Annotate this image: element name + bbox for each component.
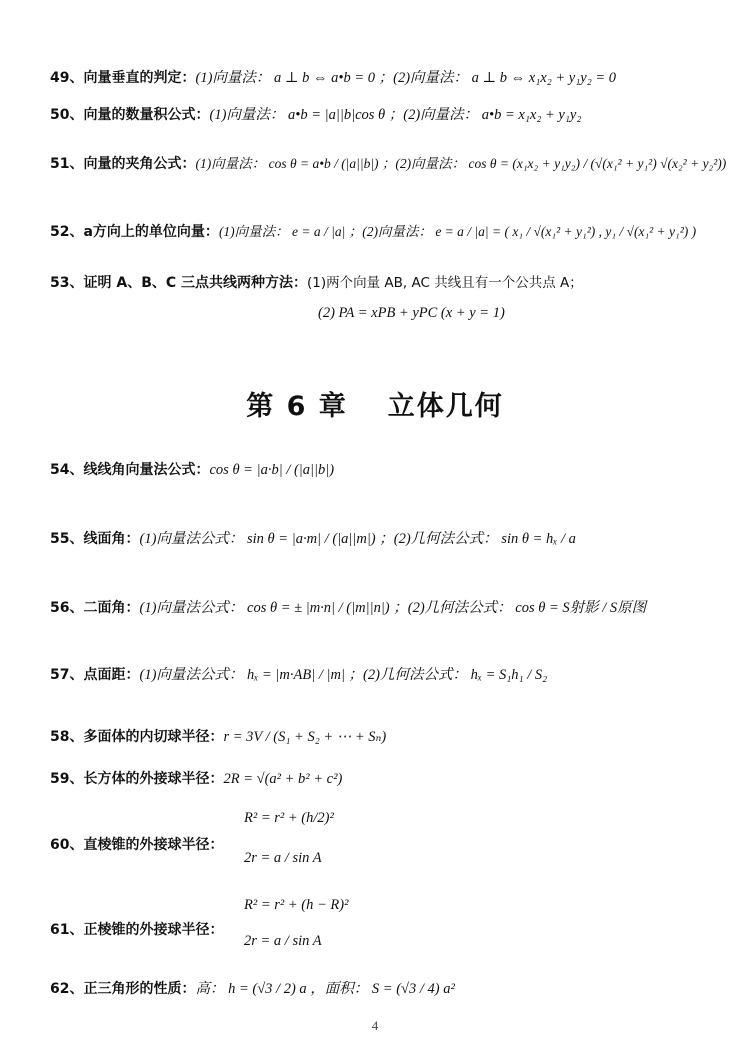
formula: r = 3V / (S₁ + S₂ + ⋯ + Sₙ) [223, 729, 387, 745]
formula: (1)向量法公式： cos θ = ± |m·n| / (|m||n|) ；(2)几何法公式： cos θ = S射影 / S原图 [139, 600, 647, 616]
formula-item-61-line2 [244, 933, 544, 950]
item-label: 60、直棱锥的外接球半径： [50, 837, 224, 853]
formula: 2r = a / sin A [244, 933, 322, 949]
formula: R² = r² + (h − R)² [244, 897, 349, 913]
item-label: 53、证明 A、B、C 三点共线两种方法： [50, 275, 308, 291]
item-label: 59、长方体的外接球半径： [50, 771, 224, 787]
formula-item-53-line2 [318, 305, 678, 322]
formula-item-61-line1 [244, 897, 544, 914]
chapter-title: 立体几何 [387, 391, 504, 422]
formula-item-58 [50, 726, 710, 746]
formula-item-62 [50, 977, 710, 998]
item-label: 55、线面角： [50, 531, 140, 547]
formula: (1)向量法： a ⊥ b ⇔ a•b = 0 ；(2)向量法： a ⊥ b ⇔ x₁x₂ + y₁y₂ = 0 [195, 70, 617, 86]
item-label: 62、正三角形的性质： [50, 981, 196, 997]
formula: 高： h = (√3 / 2) a ，面积： S = (√3 / 4) a² [195, 981, 455, 997]
formula-item-59 [50, 768, 710, 788]
formula-item-60-line1 [244, 810, 544, 827]
formula-item-55 [50, 527, 710, 548]
formula-item-49 [50, 66, 710, 87]
formula: cos θ = |a·b| / (|a||b|) [209, 462, 335, 478]
item-label: 57、点面距： [50, 667, 140, 683]
formula: 2R = √(a² + b² + c²) [223, 771, 343, 787]
formula: (2) PA = xPB + yPC (x + y = 1) [318, 305, 505, 321]
item-label: 56、二面角： [50, 600, 140, 616]
formula: (1)向量法： a•b = |a||b|cos θ ；(2)向量法： a•b = x₁x₂ + y₁y₂ [209, 107, 582, 123]
formula-item-56 [50, 596, 710, 617]
item-label: 54、线线角向量法公式： [50, 462, 210, 478]
item-label: 58、多面体的内切球半径： [50, 729, 224, 745]
item-label: 51、向量的夹角公式： [50, 156, 196, 172]
formula: (1)向量法： e = a / |a| ；(2)向量法： e = a / |a| = ( x₁ / √(x₁² + y₁²) , y₁ / √(x₁² + y₁²) ) [218, 224, 697, 239]
formula-item-54 [50, 459, 710, 479]
formula-item-51 [50, 152, 727, 173]
item-label: 50、向量的数量积公式： [50, 107, 210, 123]
formula-item-53 [50, 271, 710, 292]
formula-item-57 [50, 663, 710, 684]
formula: (1)向量法公式： hₓ = |m·AB| / |m| ；(2)几何法公式： hₓ = S₁h₁ / S₂ [139, 667, 548, 683]
formula-item-60-line2 [244, 850, 544, 867]
formula: R² = r² + (h/2)² [244, 810, 334, 826]
formula: (1)向量法： cos θ = a•b / (|a||b|) ；(2)向量法： cos θ = (x₁x₂ + y₁y₂) / (√(x₁² + y₁²) √(x₂² + y₂²)) [195, 156, 727, 171]
chapter-heading [0, 384, 750, 423]
formula: (1)两个向量 AB, AC 共线且有一个公共点 A； [307, 275, 583, 291]
formula: 2r = a / sin A [244, 850, 322, 866]
item-label: 61、正棱锥的外接球半径： [50, 922, 224, 938]
page-number: 4 [371, 1018, 379, 1033]
formula-item-50 [50, 103, 710, 124]
formula-item-52 [50, 220, 710, 241]
chapter-number: 第 6 章 [246, 391, 348, 422]
formula: (1)向量法公式： sin θ = |a·m| / (|a||m|) ；(2)几何法公式： sin θ = hₓ / a [139, 531, 576, 547]
item-label: 52、a方向上的单位向量： [50, 224, 219, 240]
item-label: 49、向量垂直的判定： [50, 70, 196, 86]
